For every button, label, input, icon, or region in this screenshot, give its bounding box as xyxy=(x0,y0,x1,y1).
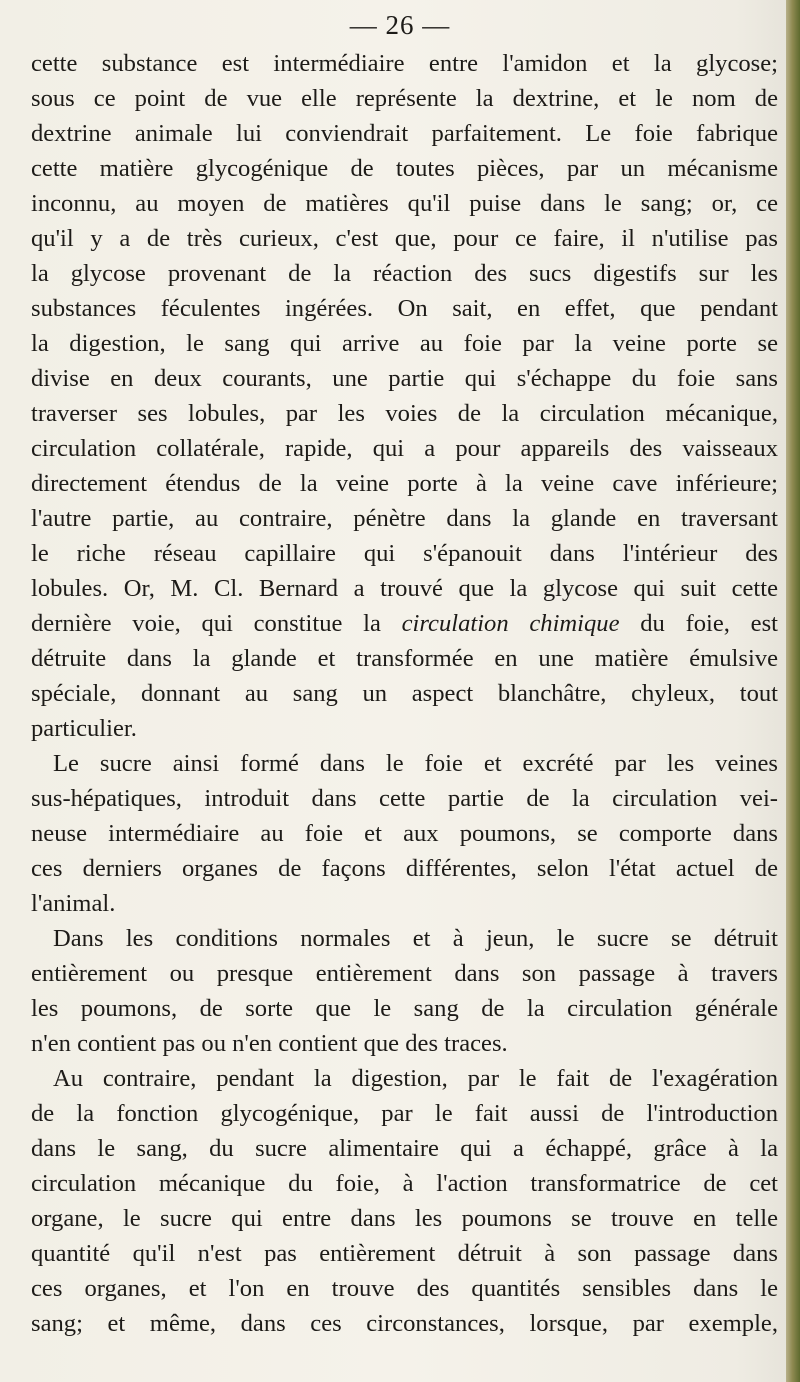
text-line: directement étendus de la veine porte à la veine cave inférieure; xyxy=(31,470,778,497)
text-line: ces organes, et l'on en trouve des quantités sensibles dans le xyxy=(31,1275,778,1302)
text-line: l'animal. xyxy=(31,890,116,917)
text-line: spéciale, donnant au sang un aspect blanchâtre, chyleux, tout xyxy=(31,680,778,707)
text-line: sus-hépatiques, introduit dans cette partie de la circulation vei- xyxy=(31,785,778,812)
text-line: sous ce point de vue elle représente la dextrine, et le nom de xyxy=(31,85,778,112)
text-line: cette matière glycogénique de toutes pièces, par un mécanisme xyxy=(31,155,778,182)
paragraph-2 xyxy=(31,746,778,921)
text-line: divise en deux courants, une partie qui s'échappe du foie sans xyxy=(31,365,778,392)
text-line: neuse intermédiaire au foie et aux poumons, se comporte dans xyxy=(31,820,778,847)
text-line: de la fonction glycogénique, par le fait aussi de l'introduction xyxy=(31,1100,778,1127)
page-edge-shadow xyxy=(786,0,800,1382)
text-line: substances féculentes ingérées. On sait, en effet, que pendant xyxy=(31,295,778,322)
paragraph-1 xyxy=(31,46,778,746)
text-line: les poumons, de sorte que le sang de la circulation générale xyxy=(31,995,778,1022)
text-line: le riche réseau capillaire qui s'épanouit dans l'intérieur des xyxy=(31,540,778,567)
text-line: détruite dans la glande et transformée en une matière émulsive xyxy=(31,645,778,672)
text-line: cette substance est intermédiaire entre l'amidon et la glycose; xyxy=(31,50,778,77)
text-line: lobules. Or, M. Cl. Bernard a trouvé que la glycose qui suit cette xyxy=(31,575,778,602)
text-line: la glycose provenant de la réaction des sucs digestifs sur les xyxy=(31,260,778,287)
body-text xyxy=(31,46,778,1341)
text-line: entièrement ou presque entièrement dans son passage à travers xyxy=(31,960,778,987)
text-line: dans le sang, du sucre alimentaire qui a échappé, grâce à la xyxy=(31,1135,778,1162)
text-line: inconnu, au moyen de matières qu'il puise dans le sang; or, ce xyxy=(31,190,778,217)
text-line: circulation mécanique du foie, à l'action transformatrice de cet xyxy=(31,1170,778,1197)
text-line: organe, le sucre qui entre dans les poumons se trouve en telle xyxy=(31,1205,778,1232)
text-line: dextrine animale lui conviendrait parfaitement. Le foie fabrique xyxy=(31,120,778,147)
text-line: qu'il y a de très curieux, c'est que, pour ce faire, il n'utilise pas xyxy=(31,225,778,252)
text-line: Le sucre ainsi formé dans le foie et excrété par les veines xyxy=(53,750,778,777)
text-line: ces derniers organes de façons différentes, selon l'état actuel de xyxy=(31,855,778,882)
text-line: quantité qu'il n'est pas entièrement détruit à son passage dans xyxy=(31,1240,778,1267)
text-line: traverser ses lobules, par les voies de la circulation mécanique, xyxy=(31,400,778,427)
text-line: sang; et même, dans ces circonstances, lorsque, par exemple, xyxy=(31,1310,778,1337)
text-line: la digestion, le sang qui arrive au foie par la veine porte se xyxy=(31,330,778,357)
text-line: Au contraire, pendant la digestion, par le fait de l'exagération xyxy=(53,1065,778,1092)
text-line: l'autre partie, au contraire, pénètre dans la glande en traversant xyxy=(31,505,778,532)
text-line: Dans les conditions normales et à jeun, le sucre se détruit xyxy=(53,925,778,952)
text-line: n'en contient pas ou n'en contient que des traces. xyxy=(31,1030,508,1057)
italic-term: circulation chimique xyxy=(401,610,620,637)
paragraph-4 xyxy=(31,1061,778,1341)
text-line-with-italic: dernière voie, qui constitue la circulation chimique du foie, est xyxy=(31,610,778,637)
paragraph-3 xyxy=(31,921,778,1061)
page-number: — 26 — xyxy=(349,10,451,40)
text-line: circulation collatérale, rapide, qui a pour appareils des vaisseaux xyxy=(31,435,778,462)
text-line: particulier. xyxy=(31,715,137,742)
